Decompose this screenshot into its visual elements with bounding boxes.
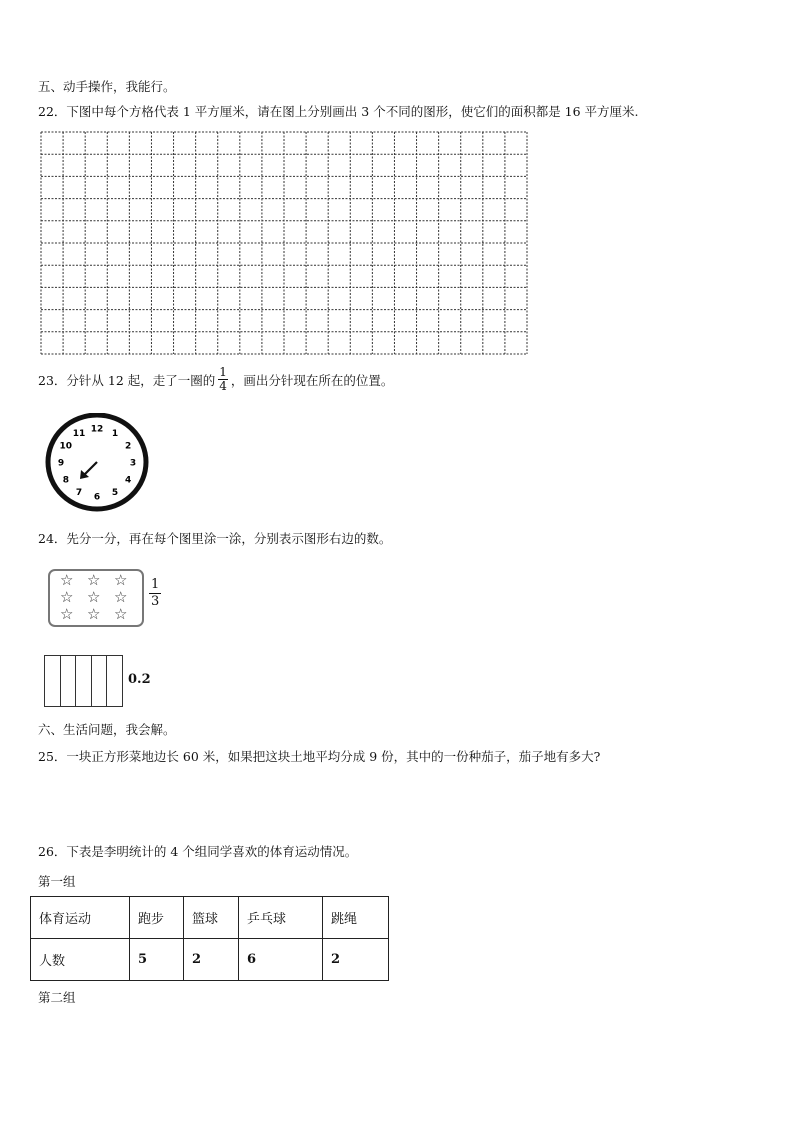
stars-box[interactable] [48, 569, 144, 627]
clock-number: 10 [59, 441, 73, 452]
star-icon: ☆ [60, 571, 74, 589]
table-cell: 2 [323, 939, 389, 981]
stars-fraction-denominator: 3 [151, 594, 160, 609]
clock[interactable] [44, 413, 150, 517]
table-row [31, 939, 389, 981]
stars-fraction-numerator: 1 [151, 577, 160, 592]
clock-number: 7 [75, 487, 83, 498]
star-icon: ☆ [87, 605, 101, 623]
strip-section[interactable] [92, 656, 108, 706]
clock-number: 8 [62, 475, 69, 486]
star-icon: ☆ [87, 571, 101, 589]
table-header-cell: 乒乓球 [239, 897, 323, 939]
star-icon: ☆ [114, 588, 128, 606]
strip-section[interactable] [107, 656, 122, 706]
star-icon: ☆ [60, 605, 74, 623]
grid-svg[interactable] [40, 131, 528, 355]
section-6-title: 六、生活问题，我会解。 [38, 722, 176, 737]
fraction-numerator: 1 [219, 365, 227, 379]
clock-face[interactable] [44, 413, 150, 513]
star-icon: ☆ [60, 588, 74, 606]
clock-number: 3 [129, 458, 137, 469]
clock-number: 9 [57, 458, 65, 469]
fraction-one-quarter [218, 366, 228, 393]
star-icon: ☆ [114, 605, 128, 623]
table-header-cell: 体育运动 [31, 897, 130, 939]
clock-number: 4 [125, 475, 132, 486]
table-cell: 5 [130, 939, 184, 981]
table-cell: 6 [239, 939, 323, 981]
clock-number: 2 [125, 441, 132, 452]
table-row-label: 人数 [31, 939, 130, 981]
fraction-denominator: 4 [219, 379, 227, 393]
table-header-row [31, 897, 389, 939]
question-22: 22．下图中每个方格代表 1 平方厘米，请在图上分别画出 3 个不同的图形，使它们的面积都是 16 平方厘米. [38, 104, 639, 119]
question-23-before: 23．分针从 12 起，走了一圈的 [38, 373, 216, 388]
table-header-cell: 篮球 [184, 897, 239, 939]
strip-section[interactable] [61, 656, 77, 706]
table-cell: 2 [184, 939, 239, 981]
strip-section[interactable] [76, 656, 92, 706]
strip-rectangle[interactable] [44, 655, 123, 707]
star-icon: ☆ [114, 571, 128, 589]
table-header-cell: 跳绳 [323, 897, 389, 939]
group-1-label: 第一组 [38, 874, 76, 889]
square-grid[interactable] [40, 131, 528, 359]
stars-fraction [149, 577, 161, 610]
question-25: 25．一块正方形菜地边长 60 米，如果把这块土地平均分成 9 份，其中的一份种茄子，茄子地有多大? [38, 749, 601, 764]
star-icon: ☆ [87, 588, 101, 606]
section-5-title: 五、动手操作，我能行。 [38, 79, 176, 94]
sports-table [30, 896, 389, 981]
clock-number: 11 [72, 429, 86, 440]
group-2-label: 第二组 [38, 990, 76, 1005]
clock-number: 6 [93, 492, 101, 503]
clock-number: 1 [111, 429, 119, 440]
clock-number: 12 [90, 424, 104, 435]
question-24: 24．先分一分，再在每个图里涂一涂，分别表示图形右边的数。 [38, 531, 392, 546]
strip-value-label: 0.2 [128, 672, 151, 687]
question-23 [38, 365, 394, 395]
table-header-cell: 跑步 [130, 897, 184, 939]
clock-number: 5 [111, 487, 119, 498]
question-26: 26．下表是李明统计的 4 个组同学喜欢的体育运动情况。 [38, 844, 358, 859]
question-23-after: ，画出分针现在所在的位置。 [230, 373, 394, 388]
strip-section[interactable] [45, 656, 61, 706]
